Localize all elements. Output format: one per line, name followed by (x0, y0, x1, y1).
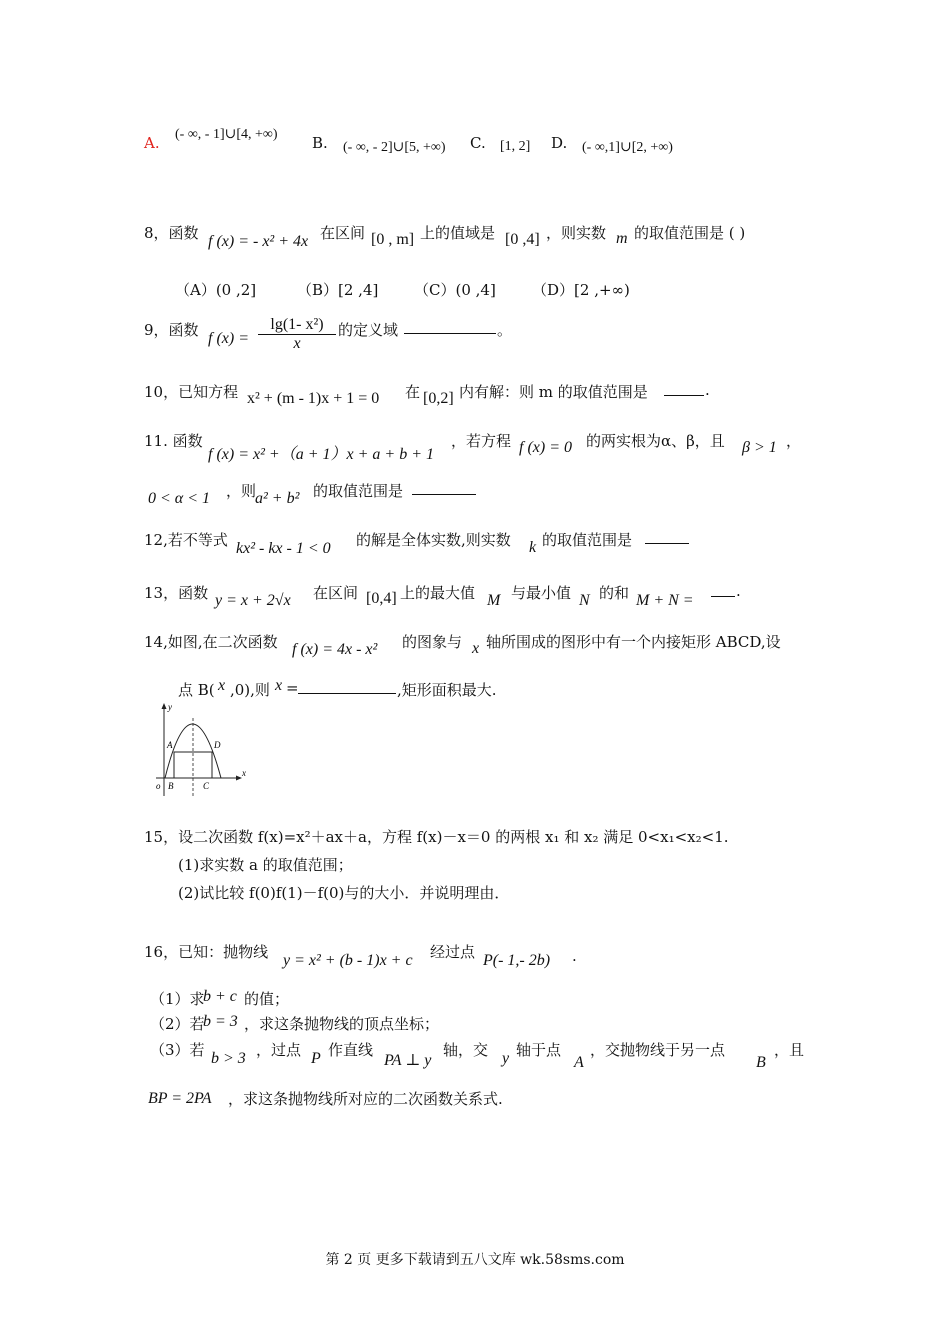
q8-variable: m (616, 230, 628, 247)
q9-fraction (258, 316, 336, 353)
q13-sum: M + N = (636, 592, 694, 609)
q9-answer-blank[interactable] (404, 319, 496, 334)
q16-part3-perp: PA ⊥ y (384, 1052, 432, 1069)
q11-text-then: ，则 (226, 482, 257, 500)
q13-answer-blank[interactable] (711, 582, 735, 597)
q9-denominator: x (293, 335, 301, 352)
q16-part3-condition: BP = 2PA (148, 1090, 212, 1107)
q14-answer-blank[interactable] (298, 679, 396, 694)
q13-function: y = x + 2√x (215, 592, 291, 609)
q13-text-sum: 的和 (599, 584, 630, 602)
q13-interval: [0,4] (366, 590, 397, 607)
q13-min-symbol: N (579, 592, 590, 609)
q8-option-c: （C）(0 ,4] (414, 281, 496, 299)
q8-text-interval: 在区间 (320, 224, 366, 242)
q16-text-through: 经过点 (430, 943, 476, 961)
q16-part3-b: ，过点 (256, 1041, 302, 1059)
q16-part3-expr: b > 3 (211, 1050, 246, 1067)
q13-end: . (736, 582, 741, 600)
q8-option-a: （A）(0 ,2] (175, 281, 257, 299)
q13-text-min: 与最小值 (511, 584, 572, 602)
q7-option-c-label: C. (470, 134, 486, 152)
q8-prefix: 8，函数 (144, 224, 199, 242)
q8-function: f (x) = - x² + 4x (208, 233, 309, 250)
page-footer: 第 2 页 更多下载请到五八文库 wk.58sms.com (325, 1252, 625, 1268)
fig-label-b: B (168, 781, 174, 791)
q14-line2-a: 点 B( (178, 681, 215, 699)
q16-part1-b: 的值； (244, 990, 290, 1008)
q7-option-b-label: B. (312, 134, 328, 152)
q10-suffix: 内有解：则 m 的取值范围是 (459, 383, 648, 401)
q15-part2: (2)试比较 f(0)f(1)－f(0)与的大小．并说明理由． (178, 884, 510, 902)
q16-part1-a: （1）求 (150, 990, 205, 1008)
q12-variable: k (529, 539, 537, 556)
q7-option-a-expr: (- ∞, - 1]∪[4, +∞) (175, 127, 278, 142)
q7-option-d-expr: (- ∞,1]∪[2, +∞) (582, 140, 673, 155)
q11-comma: ， (786, 432, 802, 450)
y-axis-arrow (162, 703, 167, 709)
q15-line1: 15，设二次函数 f(x)=x²＋ax＋a，方程 f(x)－x＝0 的两根 x₁ 和 x₂ 满足 0<x₁<x₂<1. (144, 828, 729, 846)
q11-suffix: 的取值范围是 (313, 482, 404, 500)
q16-part3-e: 轴于点 (516, 1041, 562, 1059)
q8-question: 的取值范围是 ( ) (634, 224, 746, 242)
q8-interval: [0 , m] (371, 231, 415, 248)
q11-prefix: 11. 函数 (144, 432, 203, 450)
q16-part3-question: ，求这条抛物线所对应的二次函数关系式. (228, 1090, 503, 1108)
q13-text-max: 上的最大值 (400, 584, 476, 602)
q16-part3-f: ，交抛物线于另一点 (590, 1041, 726, 1059)
q16-part2-expr: b = 3 (203, 1013, 238, 1030)
q16-part2-b: ，求这条抛物线的顶点坐标； (244, 1015, 440, 1033)
q11-equation: f (x) = 0 (519, 439, 572, 456)
q10-text-in: 在 (405, 383, 421, 401)
q16-part3-y: y (502, 1050, 510, 1067)
q7-option-a-label: A. (144, 134, 160, 152)
q16-part1-expr: b + c (203, 988, 237, 1005)
q10-end: . (705, 381, 710, 399)
q11-condition-beta: β > 1 (742, 439, 777, 456)
q12-suffix: 的取值范围是 (542, 531, 633, 549)
q14-function: f (x) = 4x - x² (292, 641, 378, 658)
q14-line2-eq: = (286, 679, 299, 697)
fig-label-x: x (242, 768, 246, 778)
fig-label-d: D (214, 740, 221, 750)
q16-part3-A: A (574, 1054, 584, 1071)
q8-option-b: （B）[2 ,4] (297, 281, 379, 299)
q16-part3-g: ，且 (774, 1041, 805, 1059)
q9-numerator: lg(1- x²) (258, 316, 336, 335)
q12-text-real: 的解是全体实数,则实数 (356, 531, 511, 549)
q16-part2-a: （2）若 (150, 1015, 205, 1033)
q14-text-graph: 的图象与 (402, 633, 463, 651)
q7-option-d-label: D. (551, 134, 568, 152)
q16-point: P(- 1,- 2b) (483, 952, 551, 969)
fig-label-a: A (167, 740, 173, 750)
q11-text-if: ，若方程 (451, 432, 512, 450)
q8-option-d: （D）[2 ,+∞) (532, 281, 630, 299)
q8-text-range: 上的值域是 (420, 224, 496, 242)
q10-equation: x² + (m - 1)x + 1 = 0 (247, 390, 380, 407)
q9-lhs: f (x) = (208, 330, 249, 347)
q14-prefix: 14,如图,在二次函数 (144, 633, 278, 651)
q14-line2-d: ,矩形面积最大. (397, 681, 497, 699)
q14-line2-x: x (218, 677, 226, 694)
q10-prefix: 10，已知方程 (144, 383, 239, 401)
q14-line2-x2: x (275, 677, 283, 694)
q16-part3-P: P (311, 1050, 321, 1067)
q16-equation: y = x² + (b - 1)x + c (283, 952, 413, 969)
q11-expression: a² + b² (255, 490, 300, 507)
q16-end: . (572, 947, 577, 965)
q12-inequality: kx² - kx - 1 < 0 (236, 540, 331, 557)
q10-answer-blank[interactable] (664, 381, 704, 396)
q13-prefix: 13，函数 (144, 584, 209, 602)
q11-function: f (x) = x² +（a + 1）x + a + b + 1 (208, 446, 434, 463)
q11-text-roots: 的两实根为α、β，且 (586, 432, 725, 450)
q14-parabola-figure (152, 700, 252, 796)
q11-condition-alpha: 0 < α < 1 (148, 490, 210, 507)
q15-part1: (1)求实数 a 的取值范围； (178, 856, 353, 874)
q16-prefix: 16，已知：抛物线 (144, 943, 269, 961)
fig-label-y: y (168, 702, 172, 712)
q11-answer-blank[interactable] (412, 480, 476, 495)
q7-option-c-expr: [1, 2] (500, 139, 531, 154)
q10-interval: [0,2] (423, 390, 454, 407)
q16-part3-d: 轴，交 (443, 1041, 489, 1059)
q12-prefix: 12,若不等式 (144, 531, 228, 549)
q16-part3-c: 作直线 (328, 1041, 374, 1059)
q8-range: [0 ,4] (505, 231, 540, 248)
q13-max-symbol: M (487, 592, 501, 609)
q9-prefix: 9，函数 (144, 321, 199, 339)
fig-label-o: o (156, 781, 161, 791)
q14-suffix: 轴所围成的图形中有一个内接矩形 ABCD,设 (486, 633, 781, 651)
q7-option-b-expr: (- ∞, - 2]∪[5, +∞) (343, 140, 446, 155)
q14-variable: x (472, 640, 480, 657)
q9-end: 。 (497, 321, 513, 339)
q16-part3-B: B (756, 1054, 766, 1071)
q12-answer-blank[interactable] (645, 529, 689, 544)
q16-part3-a: （3）若 (150, 1041, 205, 1059)
q8-text-real: ，则实数 (546, 224, 607, 242)
q13-text-interval: 在区间 (313, 584, 359, 602)
q9-suffix: 的定义域 (338, 321, 399, 339)
q14-line2-b: ,0),则 (230, 681, 270, 699)
fig-label-c: C (203, 781, 210, 791)
